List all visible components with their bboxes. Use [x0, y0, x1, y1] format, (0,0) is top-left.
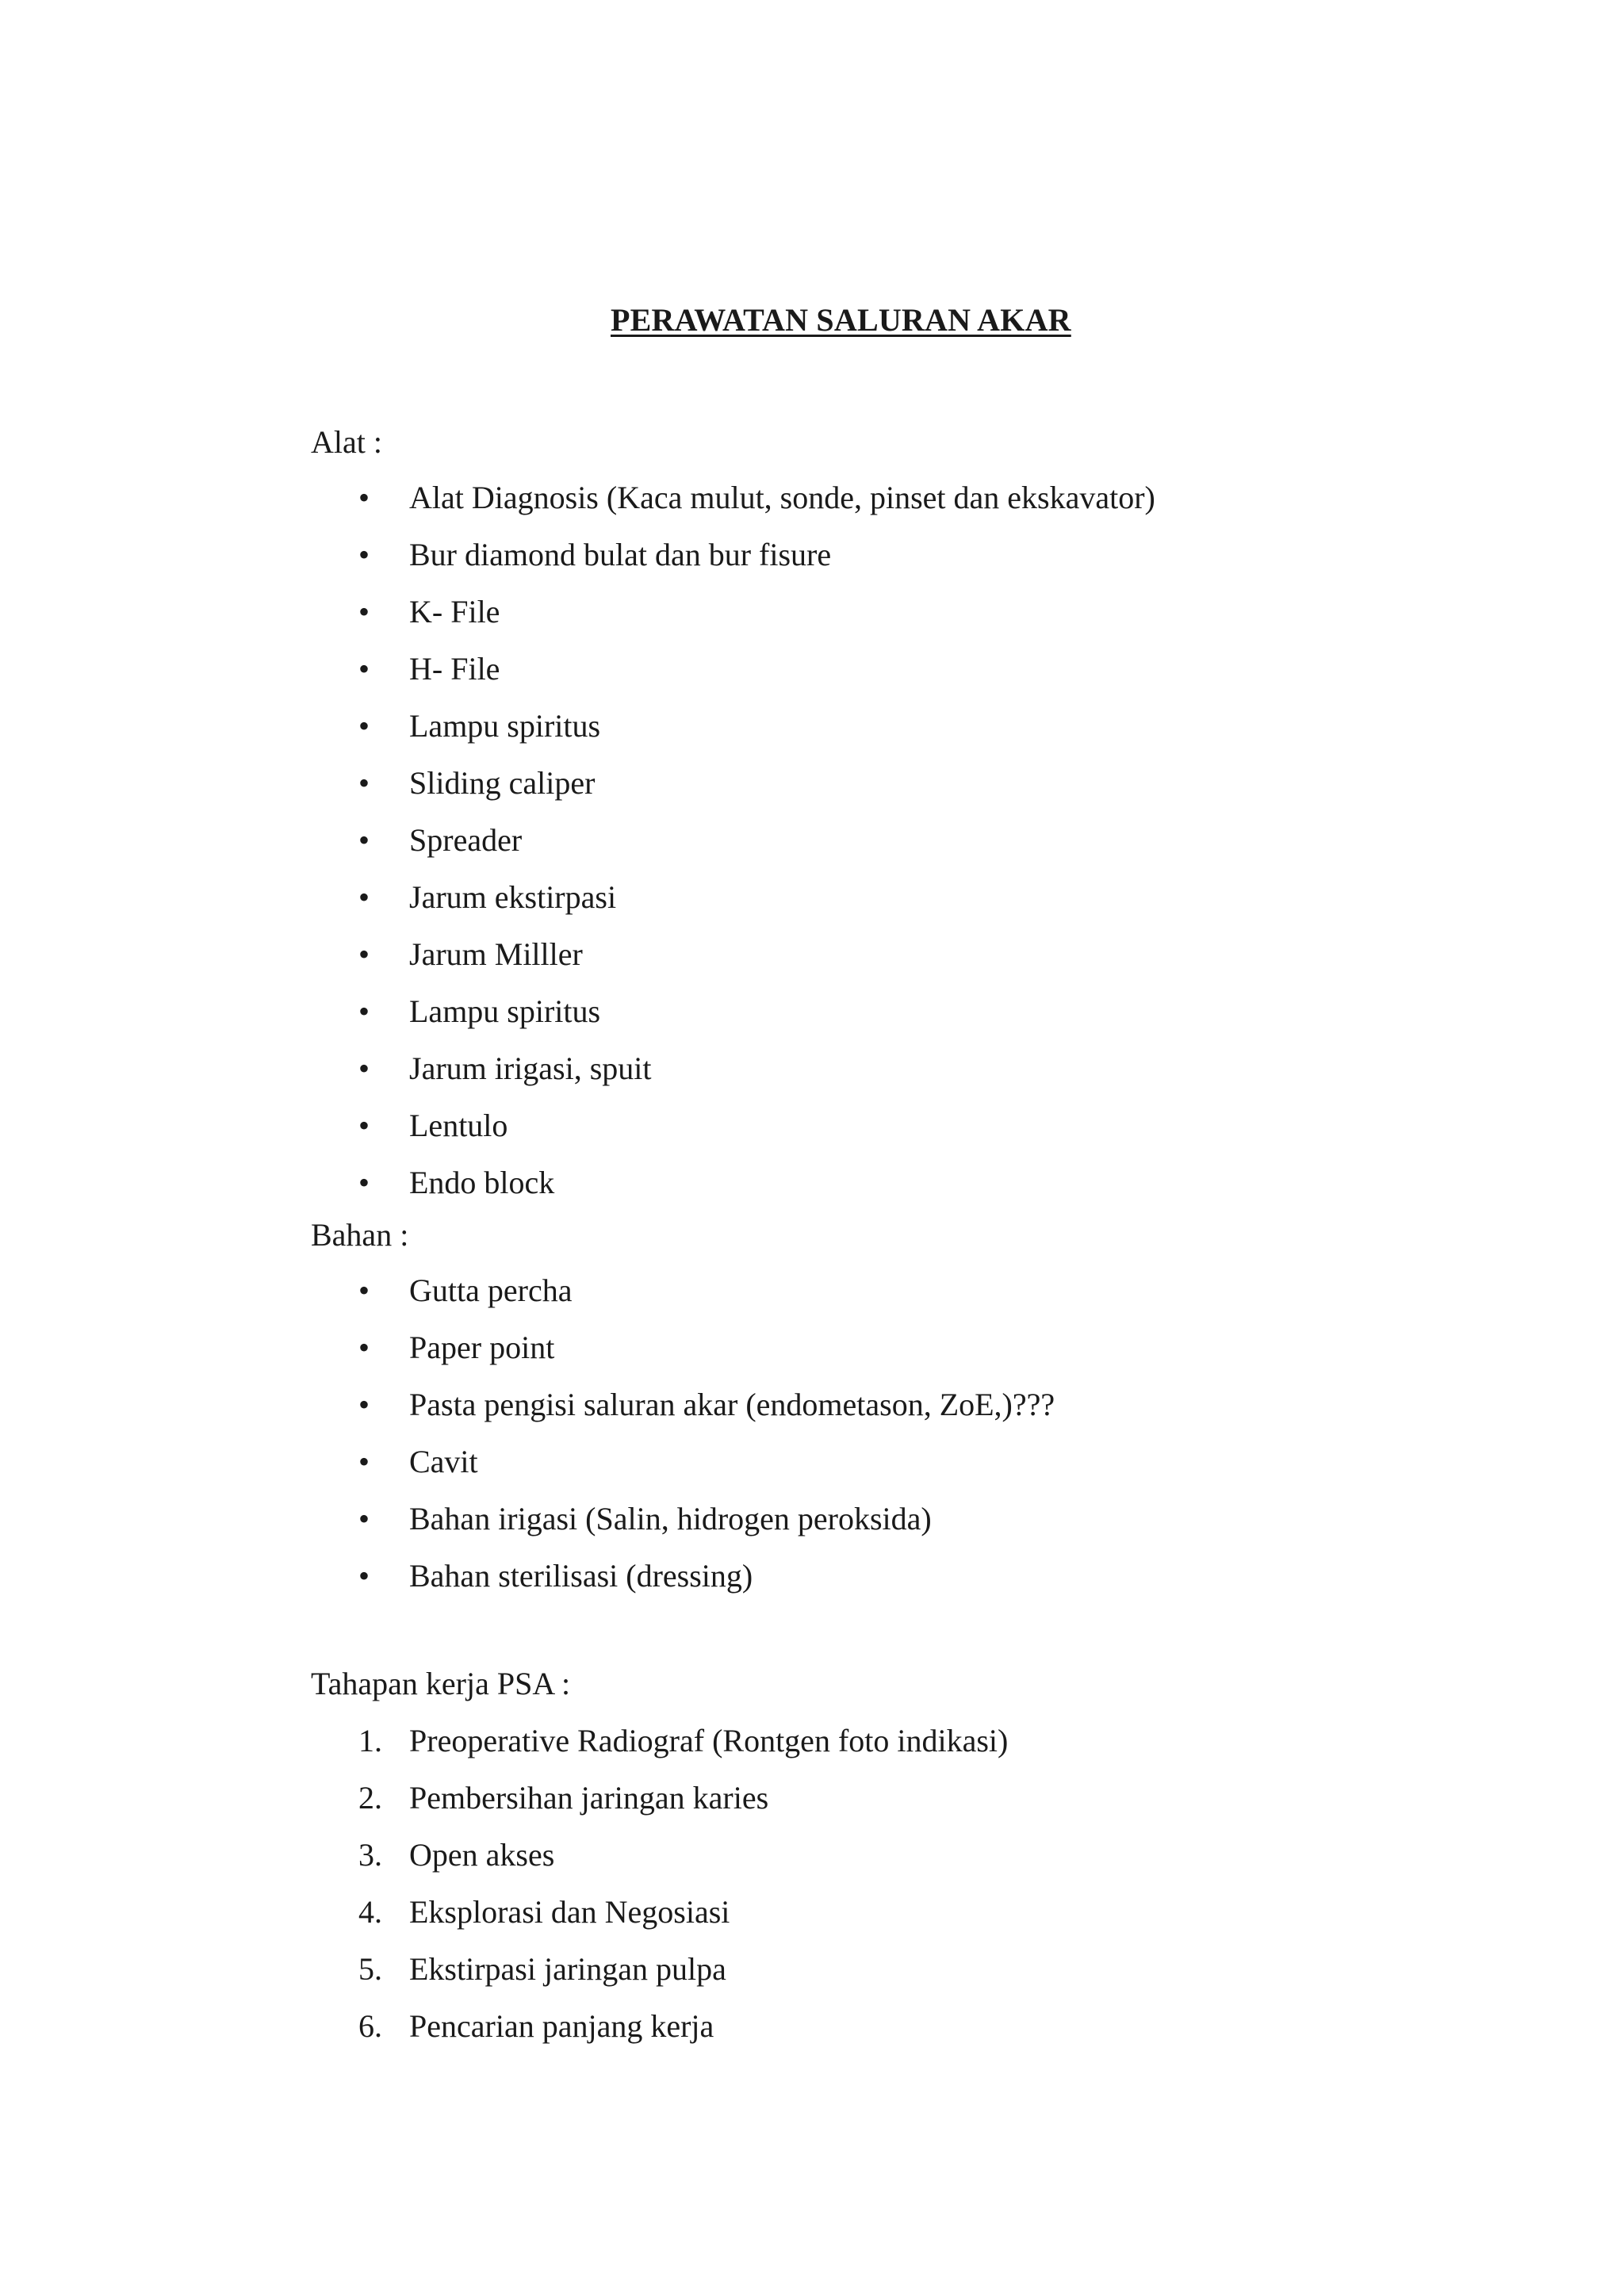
step-number: 3. — [358, 1837, 382, 1873]
bullet-icon: • — [358, 1165, 370, 1200]
bullet-icon: • — [358, 1558, 370, 1594]
step-number: 5. — [358, 1951, 382, 1987]
bullet-icon: • — [358, 480, 370, 515]
section-heading-alat: Alat : — [311, 424, 382, 460]
bullet-icon: • — [358, 708, 370, 744]
bullet-icon: • — [358, 993, 370, 1029]
step-number: 1. — [358, 1723, 382, 1758]
bullet-icon: • — [358, 936, 370, 972]
bullet-icon: • — [358, 1501, 370, 1536]
bullet-icon: • — [358, 1108, 370, 1143]
bullet-icon: • — [358, 537, 370, 572]
step-number: 6. — [358, 2008, 382, 2044]
bullet-icon: • — [358, 594, 370, 629]
bullet-icon: • — [358, 1272, 370, 1308]
bullet-icon: • — [358, 1387, 370, 1422]
section-heading-tahapan: Tahapan kerja PSA : — [311, 1666, 571, 1701]
step-number: 2. — [358, 1780, 382, 1816]
section-heading-bahan: Bahan : — [311, 1217, 409, 1253]
bullet-icon: • — [358, 651, 370, 687]
bullet-icon: • — [358, 879, 370, 915]
bullet-icon: • — [358, 765, 370, 801]
bullet-icon: • — [358, 822, 370, 858]
bullet-icon: • — [358, 1444, 370, 1479]
step-number: 4. — [358, 1894, 382, 1930]
page-title: PERAWATAN SALURAN AKAR — [611, 302, 1071, 338]
bullet-icon: • — [358, 1050, 370, 1086]
bullet-icon: • — [358, 1330, 370, 1365]
